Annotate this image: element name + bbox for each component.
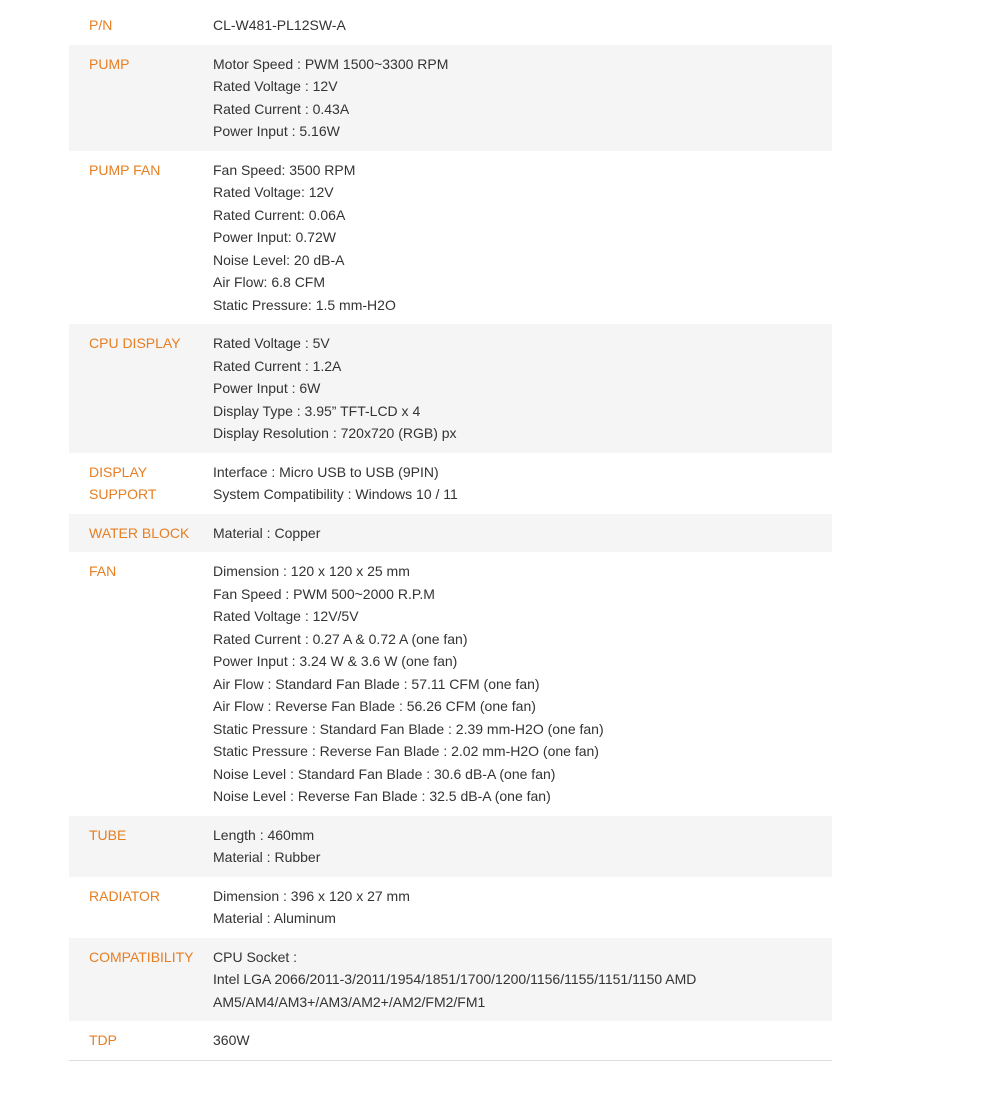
spec-label: TDP [89, 1032, 117, 1048]
spec-value: Interface : Micro USB to USB (9PIN) [213, 463, 439, 480]
spec-value: Noise Level: 20 dB-A [213, 251, 345, 268]
spec-value: Static Pressure : Reverse Fan Blade : 2.02 mm-H2O (one fan) [213, 743, 599, 759]
spec-value: Material : Copper [213, 524, 321, 541]
spec-value: Rated Voltage : 12V/5V [213, 608, 359, 624]
spec-label: P/N [89, 17, 113, 33]
spec-row [69, 453, 832, 514]
spec-label: DISPLAY SUPPORT [89, 463, 157, 502]
spec-label: WATER BLOCK [89, 524, 190, 541]
spec-values [213, 461, 832, 506]
spec-values [213, 332, 832, 445]
spec-table [69, 6, 832, 1061]
spec-label: COMPATIBILITY [89, 948, 194, 965]
spec-value: Rated Current : 0.43A [213, 100, 350, 117]
spec-value: Dimension : 120 x 120 x 25 mm [213, 563, 410, 579]
spec-row [69, 6, 832, 45]
spec-label: PUMP FAN [89, 161, 161, 178]
spec-values [213, 560, 832, 808]
spec-label: FAN [89, 563, 117, 579]
spec-values [213, 522, 832, 545]
spec-value: Rated Current: 0.06A [213, 206, 346, 223]
spec-value: Fan Speed : PWM 500~2000 R.P.M [213, 585, 435, 602]
spec-value: Power Input : 6W [213, 380, 321, 396]
spec-value: Air Flow : Reverse Fan Blade : 56.26 CFM (one fan) [213, 698, 536, 714]
spec-value: Power Input : 3.24 W & 3.6 W (one fan) [213, 653, 458, 669]
spec-values [213, 946, 832, 1014]
spec-value: Rated Current : 0.27 A & 0.72 A (one fan) [213, 630, 468, 647]
spec-values [213, 14, 832, 37]
spec-row [69, 151, 832, 325]
spec-value: Material : Rubber [213, 849, 321, 865]
spec-value: Static Pressure: 1.5 mm-H2O [213, 296, 396, 313]
spec-value: Motor Speed : PWM 1500~3300 RPM [213, 55, 449, 72]
spec-row [69, 552, 832, 816]
spec-value: Static Pressure : Standard Fan Blade : 2.39 mm-H2O (one fan) [213, 720, 604, 737]
spec-label: TUBE [89, 826, 127, 843]
spec-value: Display Type : 3.95” TFT-LCD x 4 [213, 402, 421, 419]
spec-value: Dimension : 396 x 120 x 27 mm [213, 887, 410, 904]
spec-value: Air Flow: 6.8 CFM [213, 274, 326, 290]
spec-values [213, 824, 832, 869]
spec-value: Power Input: 0.72W [213, 229, 336, 245]
spec-values [213, 885, 832, 930]
spec-row [69, 877, 832, 938]
spec-row [69, 324, 832, 453]
spec-value: CL-W481-PL12SW-A [213, 17, 346, 33]
spec-value: Display Resolution : 720x720 (RGB) px [213, 425, 457, 441]
spec-value: Material : Aluminum [213, 910, 336, 926]
spec-row [69, 938, 832, 1022]
spec-value: AM5/AM4/AM3+/AM3/AM2+/AM2/FM2/FM1 [213, 993, 486, 1010]
spec-value: 360W [213, 1032, 250, 1048]
spec-value: Noise Level : Reverse Fan Blade : 32.5 dB-A (one fan) [213, 788, 551, 804]
spec-value: Rated Current : 1.2A [213, 357, 342, 374]
spec-values [213, 53, 832, 143]
spec-row [69, 1021, 832, 1060]
spec-row [69, 45, 832, 151]
spec-values [213, 1029, 832, 1052]
spec-values [213, 159, 832, 317]
spec-label: CPU DISPLAY [89, 335, 181, 351]
spec-value: Fan Speed: 3500 RPM [213, 161, 356, 178]
spec-value: Intel LGA 2066/2011-3/2011/1954/1851/1700/1200/1156/1155/1151/1150 AMD [213, 971, 697, 987]
spec-value: Noise Level : Standard Fan Blade : 30.6 dB-A (one fan) [213, 765, 556, 782]
spec-value: Power Input : 5.16W [213, 123, 340, 139]
spec-value: System Compatibility : Windows 10 / 11 [213, 486, 458, 502]
spec-label: RADIATOR [89, 887, 161, 904]
spec-row [69, 514, 832, 553]
spec-label: PUMP [89, 55, 130, 72]
spec-value: CPU Socket : [213, 948, 298, 965]
spec-value: Rated Voltage : 5V [213, 335, 330, 351]
spec-value: Air Flow : Standard Fan Blade : 57.11 CFM (one fan) [213, 675, 540, 692]
spec-row [69, 816, 832, 877]
spec-value: Rated Voltage: 12V [213, 184, 334, 200]
spec-value: Rated Voltage : 12V [213, 78, 338, 94]
spec-value: Length : 460mm [213, 826, 315, 843]
